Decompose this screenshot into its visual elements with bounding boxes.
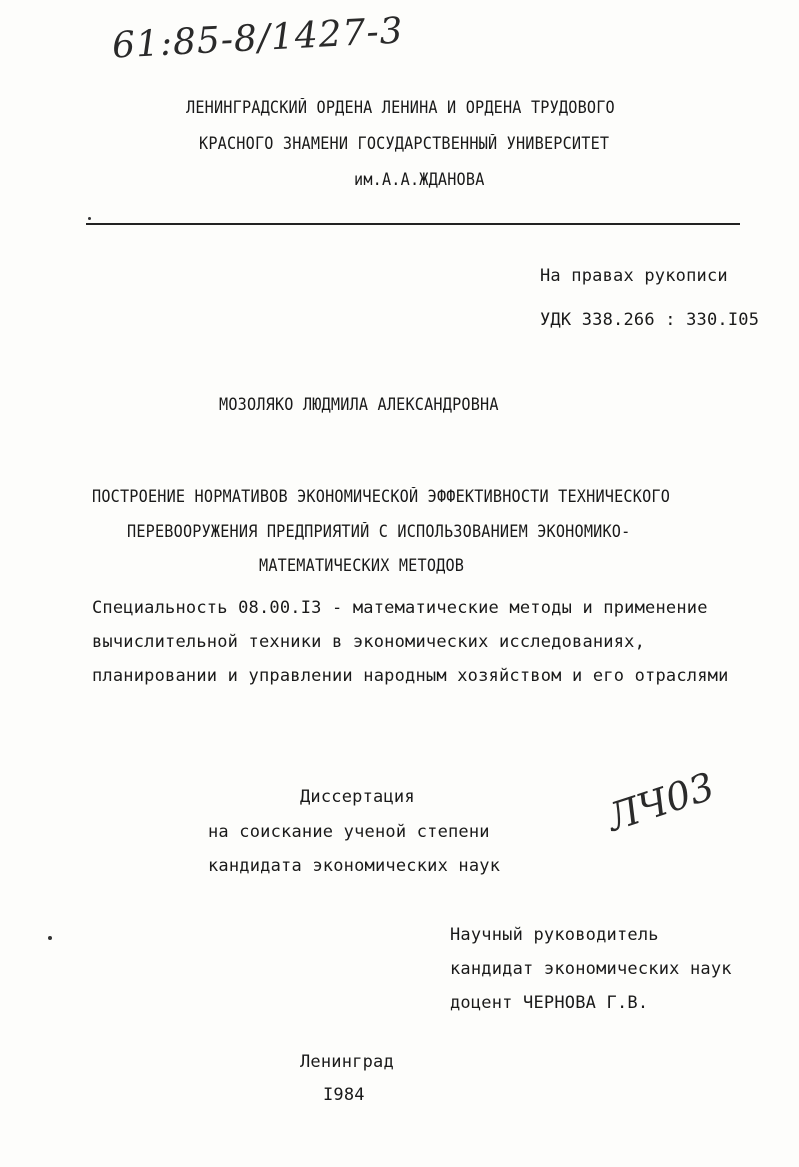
udk-code: УДК 338.266 : 330.I05 bbox=[540, 310, 760, 330]
margin-dot bbox=[48, 936, 52, 940]
institution-line-2: КРАСНОГО ЗНАМЕНИ ГОСУДАРСТВЕННЫЙ УНИВЕРСИТЕТ bbox=[199, 134, 610, 153]
author-name: МОЗОЛЯКО ЛЮДМИЛА АЛЕКСАНДРОВНА bbox=[219, 395, 499, 414]
specialty-line-2: вычислительной техники в экономических исследованиях, bbox=[92, 632, 646, 652]
dissertation-line-3: кандидата экономических наук bbox=[208, 856, 501, 876]
header-divider bbox=[86, 223, 740, 225]
year: I984 bbox=[323, 1085, 365, 1105]
archive-code: 61:85-8/1427-3 bbox=[111, 10, 405, 67]
supervisor-line-3: доцент ЧЕРНОВА Г.В. bbox=[450, 993, 649, 1013]
dissertation-line-2: на соискание ученой степени bbox=[208, 822, 490, 842]
speck bbox=[88, 217, 91, 220]
handwritten-inventory-number: ЛЧ03 bbox=[601, 764, 720, 840]
thesis-title-line-2: ПЕРЕВООРУЖЕНИЯ ПРЕДПРИЯТИЙ С ИСПОЛЬЗОВАНИЕМ ЭКОНОМИКО- bbox=[127, 522, 631, 541]
thesis-title-line-3: МАТЕМАТИЧЕСКИХ МЕТОДОВ bbox=[259, 556, 465, 575]
specialty-line-1: Специальность 08.00.I3 - математические методы и применение bbox=[92, 598, 708, 618]
supervisor-line-2: кандидат экономических наук bbox=[450, 959, 732, 979]
rights-note: На правах рукописи bbox=[540, 266, 728, 286]
specialty-line-3: планировании и управлении народным хозяйством и его отраслями bbox=[92, 666, 729, 686]
institution-line-3: им.А.А.ЖДАНОВА bbox=[354, 170, 485, 189]
dissertation-line-1: Диссертация bbox=[300, 787, 415, 807]
institution-line-1: ЛЕНИНГРАДСКИЙ ОРДЕНА ЛЕНИНА И ОРДЕНА ТРУДОВОГО bbox=[186, 98, 615, 117]
city: Ленинград bbox=[300, 1052, 394, 1072]
thesis-title-line-1: ПОСТРОЕНИЕ НОРМАТИВОВ ЭКОНОМИЧЕСКОЙ ЭФФЕКТИВНОСТИ ТЕХНИЧЕСКОГО bbox=[92, 487, 671, 506]
supervisor-line-1: Научный руководитель bbox=[450, 925, 659, 945]
